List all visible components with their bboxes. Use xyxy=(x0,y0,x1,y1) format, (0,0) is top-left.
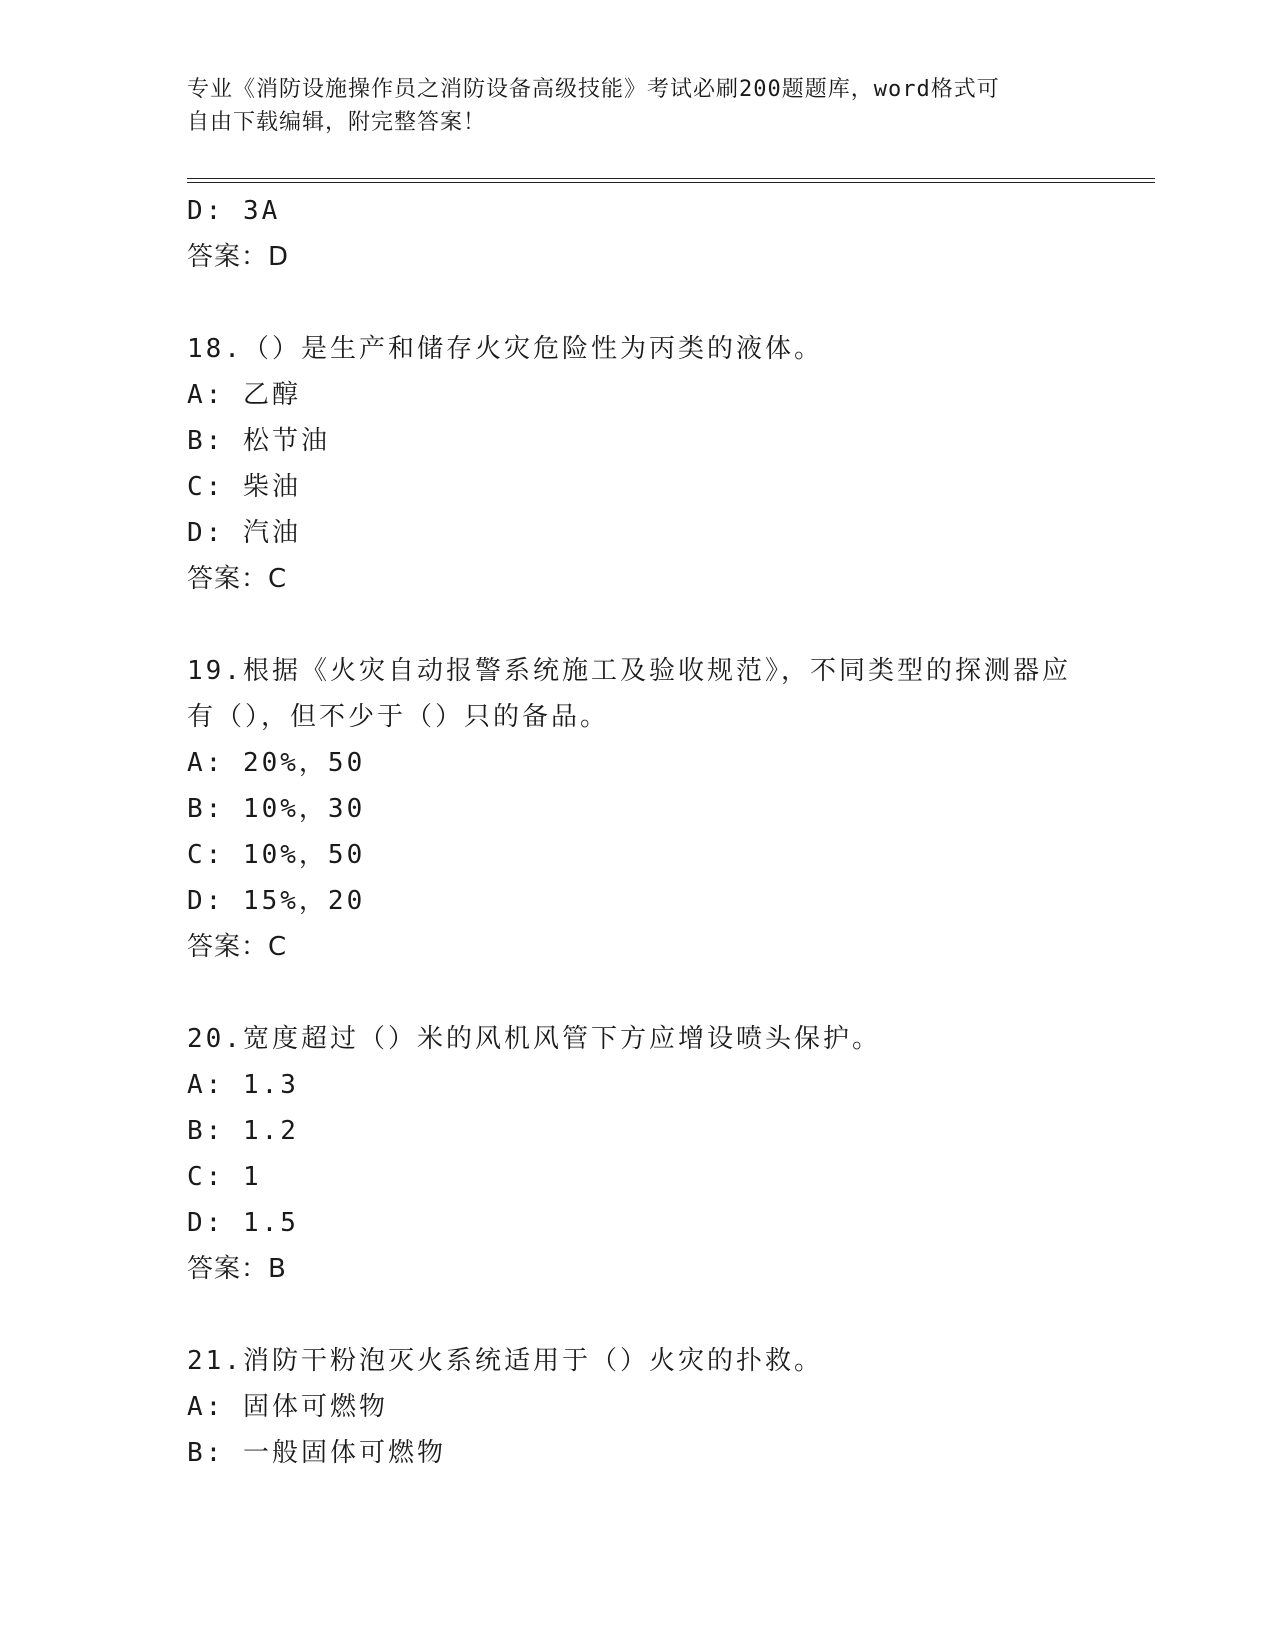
question-stem: 21.消防干粉泡灭火系统适用于（）火灾的扑救。 xyxy=(187,1346,823,1376)
option-c: C: 10%，50 xyxy=(187,840,366,870)
question-18 xyxy=(187,326,1087,602)
option-d: D: 15%，20 xyxy=(187,886,366,916)
header-line-1: 专业《消防设施操作员之消防设备高级技能》考试必刷200题题库，word格式可 xyxy=(187,77,1000,102)
question-stem: 19.根据《火灾自动报警系统施工及验收规范》，不同类型的探测器应 xyxy=(187,656,1071,686)
option-b: B: 10%，30 xyxy=(187,794,366,824)
option-b: B: 一般固体可燃物 xyxy=(187,1438,446,1468)
carryover-answer: 答案：D xyxy=(187,242,290,272)
option-b: B: 1.2 xyxy=(187,1116,299,1146)
header-rule-top xyxy=(187,178,1155,179)
question-stem: 20.宽度超过（）米的风机风管下方应增设喷头保护。 xyxy=(187,1024,881,1054)
option-a: A: 20%，50 xyxy=(187,748,366,778)
option-a: A: 1.3 xyxy=(187,1070,299,1100)
spacer xyxy=(187,280,1087,326)
option-c: C: 1 xyxy=(187,1162,262,1192)
question-content xyxy=(187,188,1087,1476)
answer-line: 答案：B xyxy=(187,1254,287,1284)
page-header xyxy=(187,73,1087,139)
option-c: C: 柴油 xyxy=(187,472,301,502)
carryover-option-d: D: 3A xyxy=(187,196,281,226)
question-21 xyxy=(187,1338,1087,1476)
header-rule-bottom xyxy=(187,182,1155,183)
spacer xyxy=(187,970,1087,1016)
question-stem: 18.（）是生产和储存火灾危险性为丙类的液体。 xyxy=(187,334,823,364)
option-a: A: 乙醇 xyxy=(187,380,301,410)
option-a: A: 固体可燃物 xyxy=(187,1392,388,1422)
answer-line: 答案：C xyxy=(187,932,288,962)
option-d: D: 1.5 xyxy=(187,1208,299,1238)
option-d: D: 汽油 xyxy=(187,518,301,548)
answer-line: 答案：C xyxy=(187,564,288,594)
spacer xyxy=(187,1292,1087,1338)
header-line-2: 自由下载编辑，附完整答案！ xyxy=(187,110,487,135)
question-20 xyxy=(187,1016,1087,1292)
question-stem-continued: 有（），但不少于（）只的备品。 xyxy=(187,702,610,732)
option-b: B: 松节油 xyxy=(187,426,330,456)
spacer xyxy=(187,602,1087,648)
question-19 xyxy=(187,648,1087,970)
